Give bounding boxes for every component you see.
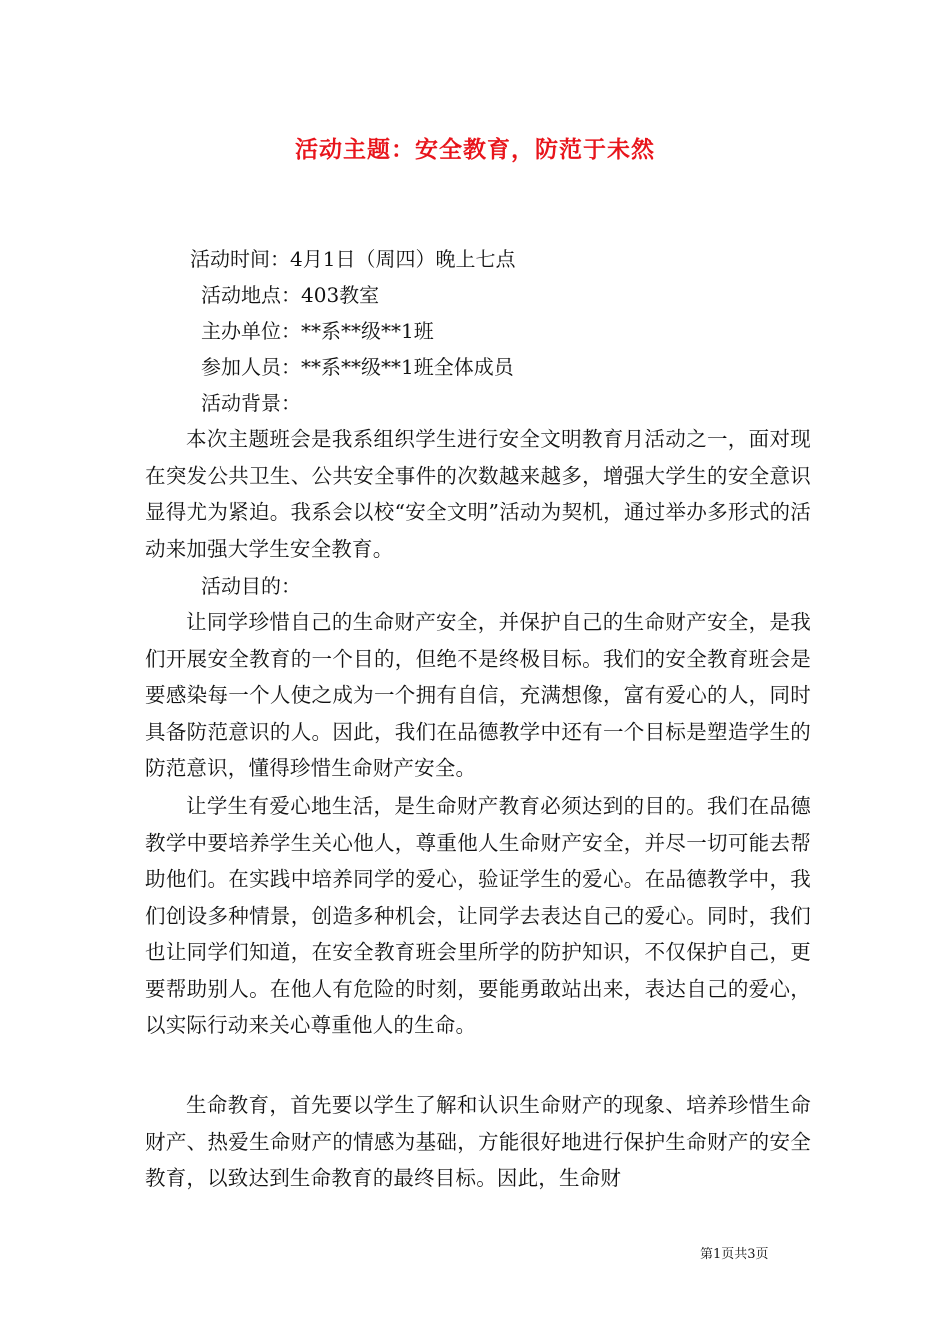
page-indicator: 第1页共3页 xyxy=(700,1247,769,1262)
document-title: 活动主题：安全教育，防范于未然 xyxy=(295,136,655,163)
activity-participants: 参加人员：**系**级**1班全体成员 xyxy=(201,355,514,379)
purpose-paragraph-3: 生命教育，首先要以学生了解和认识生命财产的现象、培养珍惜生命财产、热爱生命财产的情感为基础，方能很好地进行保护生命财产的安全教育，以致达到生命教育的最终目标。因此，生命财 xyxy=(145,1093,811,1190)
activity-time: 活动时间：4月1日（周四）晚上七点 xyxy=(190,247,516,271)
activity-place: 活动地点：403教室 xyxy=(201,283,380,307)
purpose-paragraph-1: 让同学珍惜自己的生命财产安全，并保护自己的生命财产安全，是我们开展安全教育的一个目的，但绝不是终极目标。我们的安全教育班会是要感染每一个人使之成为一个拥有自信，充满想像，富有爱心的人，同时具备防范意识的人。因此，我们在品德教学中还有一个目标是塑造学生的防范意识，懂得珍惜生命财产安全。 xyxy=(145,610,811,780)
background-paragraph: 本次主题班会是我系组织学生进行安全文明教育月活动之一，面对现在突发公共卫生、公共安全事件的次数越来越多，增强大学生的安全意识显得尤为紧迫。我系会以校“安全文明”活动为契机，通过举办多形式的活动来加强大学生安全教育。 xyxy=(145,427,811,561)
background-heading: 活动背景： xyxy=(201,391,301,415)
purpose-heading: 活动目的： xyxy=(201,574,301,598)
purpose-paragraph-2: 让学生有爱心地生活，是生命财产教育必须达到的目的。我们在品德教学中要培养学生关心他人，尊重他人生命财产安全，并尽一切可能去帮助他们。在实践中培养同学的爱心，验证学生的爱心。在品德教学中，我们创设多种情景，创造多种机会，让同学去表达自己的爱心。同时，我们也让同学们知道，在安全教育班会里所学的防护知识，不仅保护自己，更要帮助别人。在他人有危险的时刻，要能勇敢站出来，表达自己的爱心，以实际行动来关心尊重他人的生命。 xyxy=(145,794,811,1037)
activity-organizer: 主办单位：**系**级**1班 xyxy=(201,319,434,343)
